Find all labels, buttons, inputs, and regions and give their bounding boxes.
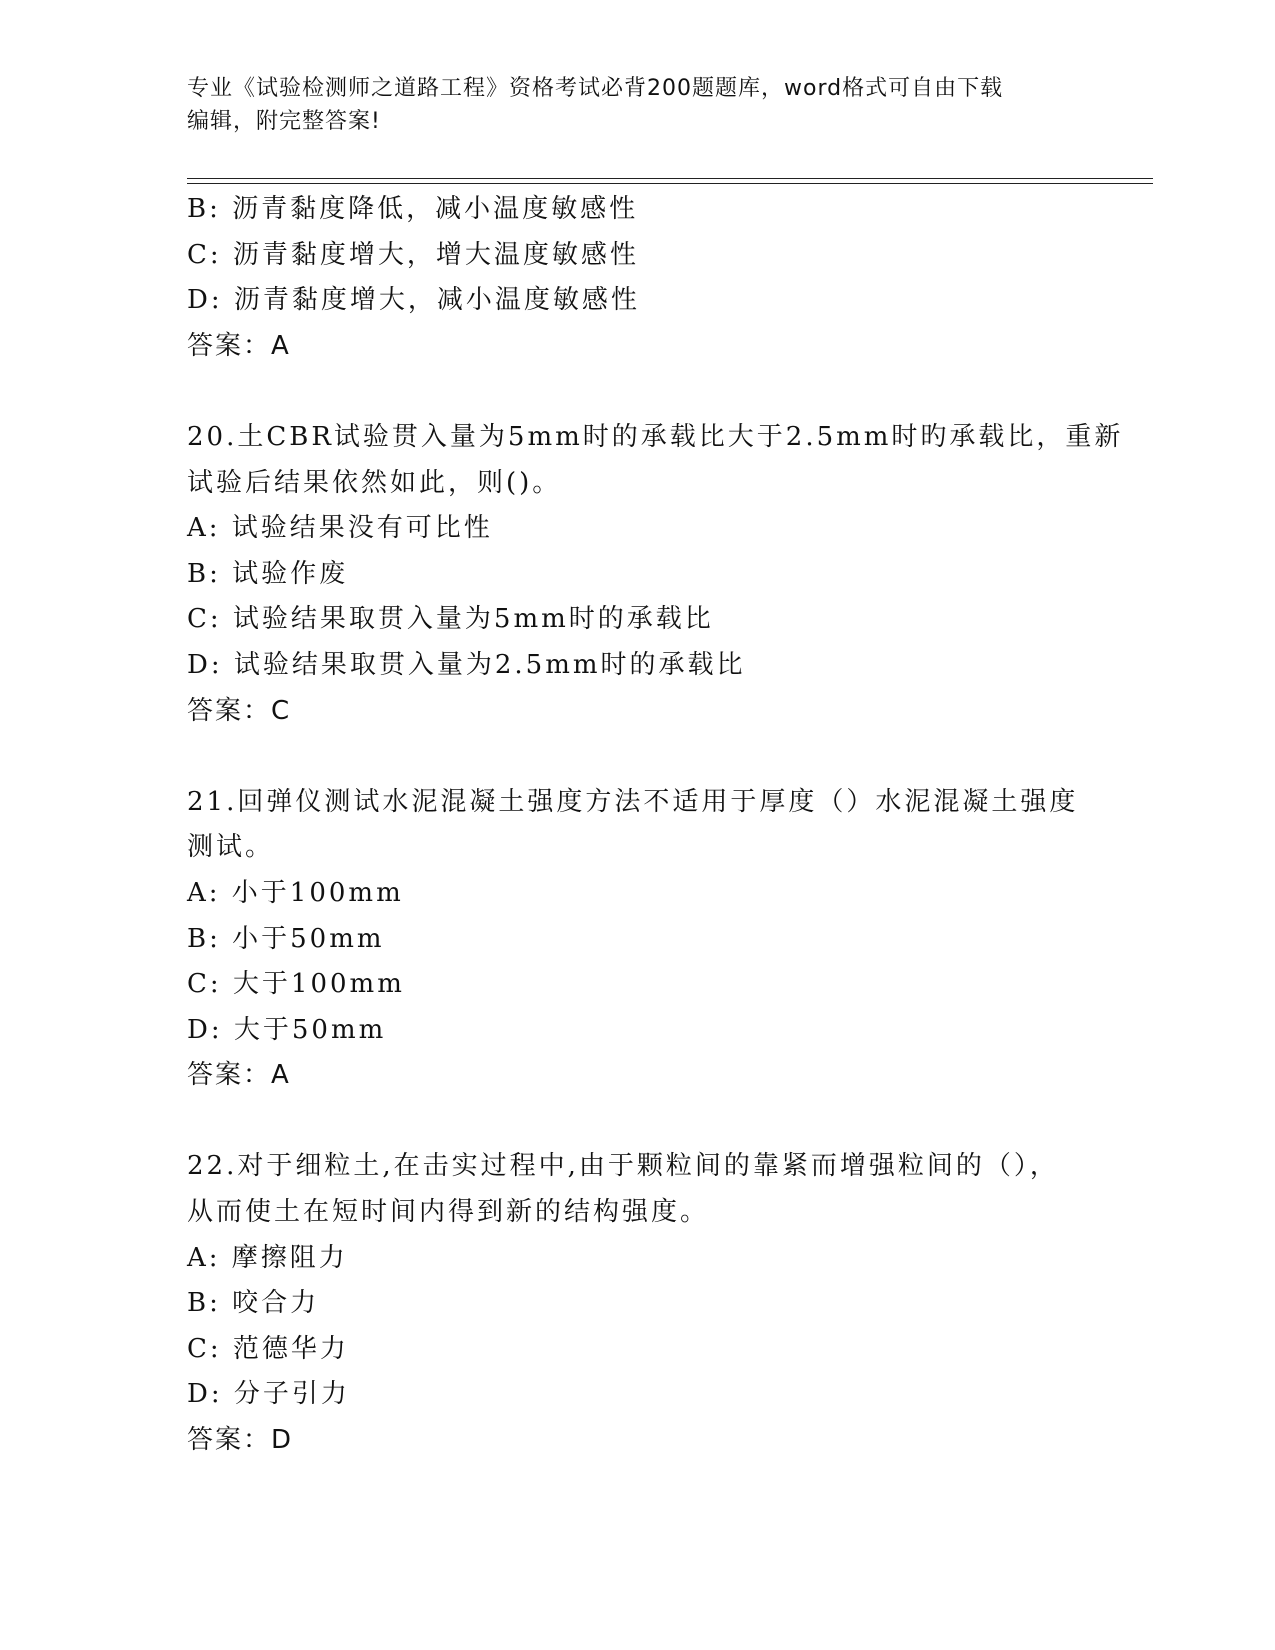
question-content bbox=[187, 187, 1124, 1464]
answer-line: 答案：C bbox=[187, 695, 292, 726]
option-a: A: 小于100mm bbox=[187, 877, 404, 908]
answer-line: 答案：D bbox=[187, 1425, 294, 1456]
option-b: B: 小于50mm bbox=[187, 923, 385, 954]
header-divider-bottom bbox=[187, 183, 1153, 184]
question-21 bbox=[187, 780, 1087, 1099]
question-19-tail bbox=[187, 187, 1087, 369]
option-d: D: 大于50mm bbox=[187, 1014, 387, 1045]
option-c: C: 试验结果取贯入量为5mm时的承载比 bbox=[187, 604, 714, 635]
question-stem-continued: 试验后结果依然如此，则()。 bbox=[187, 467, 562, 498]
option-c: C: 沥青黏度增大，增大温度敏感性 bbox=[187, 239, 639, 270]
option-d: D: 试验结果取贯入量为2.5mm时的承载比 bbox=[187, 649, 746, 680]
option-a: A: 试验结果没有可比性 bbox=[187, 513, 493, 544]
option-d: D: 沥青黏度增大，减小温度敏感性 bbox=[187, 285, 640, 316]
option-a: A: 摩擦阻力 bbox=[187, 1242, 348, 1273]
question-stem: 22.对于细粒土,在击实过程中,由于颗粒间的靠紧而增强粒间的（）， bbox=[187, 1151, 1059, 1182]
spacer bbox=[187, 734, 1087, 780]
option-b: B: 沥青黏度降低，减小温度敏感性 bbox=[187, 194, 639, 224]
document-header bbox=[187, 72, 1087, 138]
header-divider-top bbox=[187, 178, 1153, 179]
header-line-2: 编辑，附完整答案! bbox=[187, 109, 381, 134]
question-20 bbox=[187, 415, 1124, 734]
option-d: D: 分子引力 bbox=[187, 1379, 350, 1410]
spacer bbox=[187, 369, 1087, 415]
answer-line: 答案：A bbox=[187, 330, 291, 361]
option-b: B: 咬合力 bbox=[187, 1288, 320, 1319]
spacer bbox=[187, 1099, 1087, 1145]
question-stem-continued: 测试。 bbox=[187, 832, 275, 863]
answer-line: 答案：A bbox=[187, 1060, 291, 1091]
option-c: C: 大于100mm bbox=[187, 969, 405, 1000]
question-stem: 21.回弹仪测试水泥混凝土强度方法不适用于厚度（）水泥混凝土强度 bbox=[187, 786, 1079, 817]
question-22 bbox=[187, 1144, 1087, 1463]
question-stem-continued: 从而使土在短时间内得到新的结构强度。 bbox=[187, 1197, 710, 1228]
question-stem: 20.土CBR试验贯入量为5mm时的承载比大于2.5mm时旳承载比，重新 bbox=[187, 421, 1124, 452]
option-c: C: 范德华力 bbox=[187, 1333, 349, 1364]
header-line-1: 专业《试验检测师之道路工程》资格考试必背200题题库，word格式可自由下载 bbox=[187, 76, 1004, 101]
option-b: B: 试验作废 bbox=[187, 558, 349, 589]
